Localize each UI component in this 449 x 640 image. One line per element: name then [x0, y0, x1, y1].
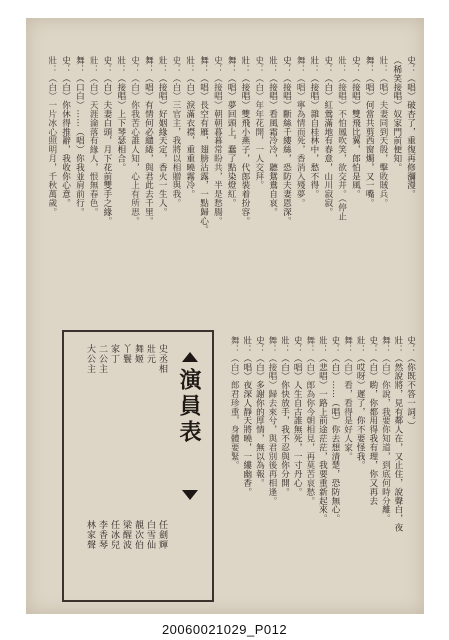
script-line: 壯：（接唱）不怕鳳吹笑，欲交并。（停止 — [336, 56, 347, 221]
cast-actor: 李香琴 — [97, 520, 107, 550]
cast-actor: 靚次伯 — [133, 520, 143, 550]
script-line: 舞：（接唱）歸去來兮，與君別後再相逢。 — [266, 336, 277, 506]
script-line: 舞：（口白）……（唱）你我並肩前行。 — [74, 56, 85, 217]
script-line: 舞：（白）你說，我要你知道，到底何時分離。 — [380, 336, 391, 523]
script-line: 史：（白）夫妻白頭，月下花前雙手之緣。 — [101, 56, 112, 226]
cast-role: 舞姬 — [133, 344, 143, 364]
triangle-up-icon — [182, 352, 198, 362]
script-line: 壯：（接唱）看風霜冷冷，聽鴛鴦自哀。 — [267, 56, 278, 217]
script-line: 舞：（白）郎為你今朝相見，再莫苦哀愁。 — [304, 336, 315, 506]
scanned-page — [26, 18, 424, 614]
cast-table — [62, 330, 214, 602]
script-line: 史：（白）紅鶯滿地有春意，山川寂寂。 — [322, 56, 333, 217]
script-line: 史：（白）……（唱）你去想清楚，恐防無心。 — [329, 336, 340, 523]
cast-role: 家丁 — [109, 344, 119, 364]
cast-actor: 任冰兒 — [109, 520, 119, 550]
cast-actor: 任劍輝 — [157, 520, 167, 550]
cast-role: 丫鬟 — [121, 344, 131, 364]
script-line: 舞：（白）看，看得是好人家。 — [342, 336, 353, 461]
script-line: 壯：（白）你快放手，我不忍與你分開。 — [279, 336, 290, 497]
script-line: 舞：（唱）有情何必繾綣，與君此去千里。 — [143, 56, 154, 226]
script-line: 壯：（白）天涯淪落有緣人，恨無春色。 — [88, 56, 99, 217]
script-line: 史：（你既不答一詞。） — [405, 336, 416, 430]
script-line: 舞：（白）郎君珍重，身體要緊。 — [229, 336, 240, 470]
script-line: 史：（唱）人生自古誰無死，一寸丹心。 — [292, 336, 303, 497]
script-line: 壯：（接唱）好姻緣天定，香火一生人。 — [157, 56, 168, 217]
script-line: 壯：（白）淚滿衣襟，重重曉霧冷。 — [184, 56, 195, 199]
script-line: 史：（白）三官主，我將以相贈與我。 — [170, 56, 181, 208]
script-line: 史：（接唱）斷絲千縷絲，恐防夫妻恩深。 — [281, 56, 292, 226]
script-line: 舞：（唱）夢回頭上，蠢了點染燈紅。 — [226, 56, 237, 208]
script-line: （稀笑接唱）奴家門前便知。 — [391, 56, 402, 172]
script-line: 史：（白）喲，你都用得我有理，你又再去 — [367, 336, 378, 506]
script-line: 史：（白）年年花開，一人交拜。 — [253, 56, 264, 190]
script-line: 壯：（唱）夜深人靜天將曉，一縷幽香。 — [241, 336, 252, 497]
triangle-down-icon — [182, 490, 198, 500]
cast-role: 壯元 — [145, 344, 155, 364]
script-line: 舞：（唱）何當共剪西窗燭，又一嘴。 — [364, 56, 375, 208]
cast-actor: 梁醒波 — [121, 520, 131, 550]
script-line: 舞：（唱）寧為情而死，香消入殘夢。 — [295, 56, 306, 208]
script-line: 壯：（悲唱）一路上前途茫茫，我要重新起來。 — [317, 336, 328, 523]
script-line: 壯：（接唱）上下琴瑟相合。 — [115, 56, 126, 172]
script-line: 壯：（然說將，見有鄰人在，又止住，說聲白，夜 — [392, 336, 403, 532]
script-line: 壯：（哎呀）遲了，你不要怪我。 — [355, 336, 366, 470]
cast-role: 二公主 — [97, 344, 107, 374]
script-line: 壯：（接唱）雜自桂林中，愁不得。 — [308, 56, 319, 199]
script-line: 舞：（唱）長空有雁，翅膀沾露，一點歸心。 — [198, 56, 209, 234]
script-line: 史：（白）你休得推辭，我收你心意。 — [60, 56, 71, 208]
script-line: 壯：（唱）夫妻同到天殷，擊敗賊兵。 — [377, 56, 388, 208]
cast-title: 演員表 — [176, 368, 202, 446]
cast-actor: 林家聲 — [85, 520, 95, 550]
page-caption: 20060021029_P012 — [161, 622, 288, 637]
script-line: 史：（接唱）雙飛比翼，郎怕是風。 — [350, 56, 361, 199]
script-line: 史：（唱）破杏了，重復再修瀰漫。 — [405, 56, 416, 199]
script-line: 史：（白）多謝你的厚情，無以為報。 — [254, 336, 265, 488]
cast-role: 史丞相 — [157, 344, 167, 374]
script-line: 史：（白）你我苦心誰人知，心上有所思。 — [129, 56, 140, 226]
cast-actor: 白雪仙 — [145, 520, 155, 550]
cast-role: 大公主 — [85, 344, 95, 374]
script-line: 壯：（白）一片冰心照明月，千秋萬歲。 — [46, 56, 57, 217]
script-line: 壯：（接唱）雙飛小燕子，代郎裝着扮容。 — [239, 56, 250, 226]
script-line: 史：（接唱）朝朝暮暮常盼共，半是愁腸。 — [212, 56, 223, 226]
